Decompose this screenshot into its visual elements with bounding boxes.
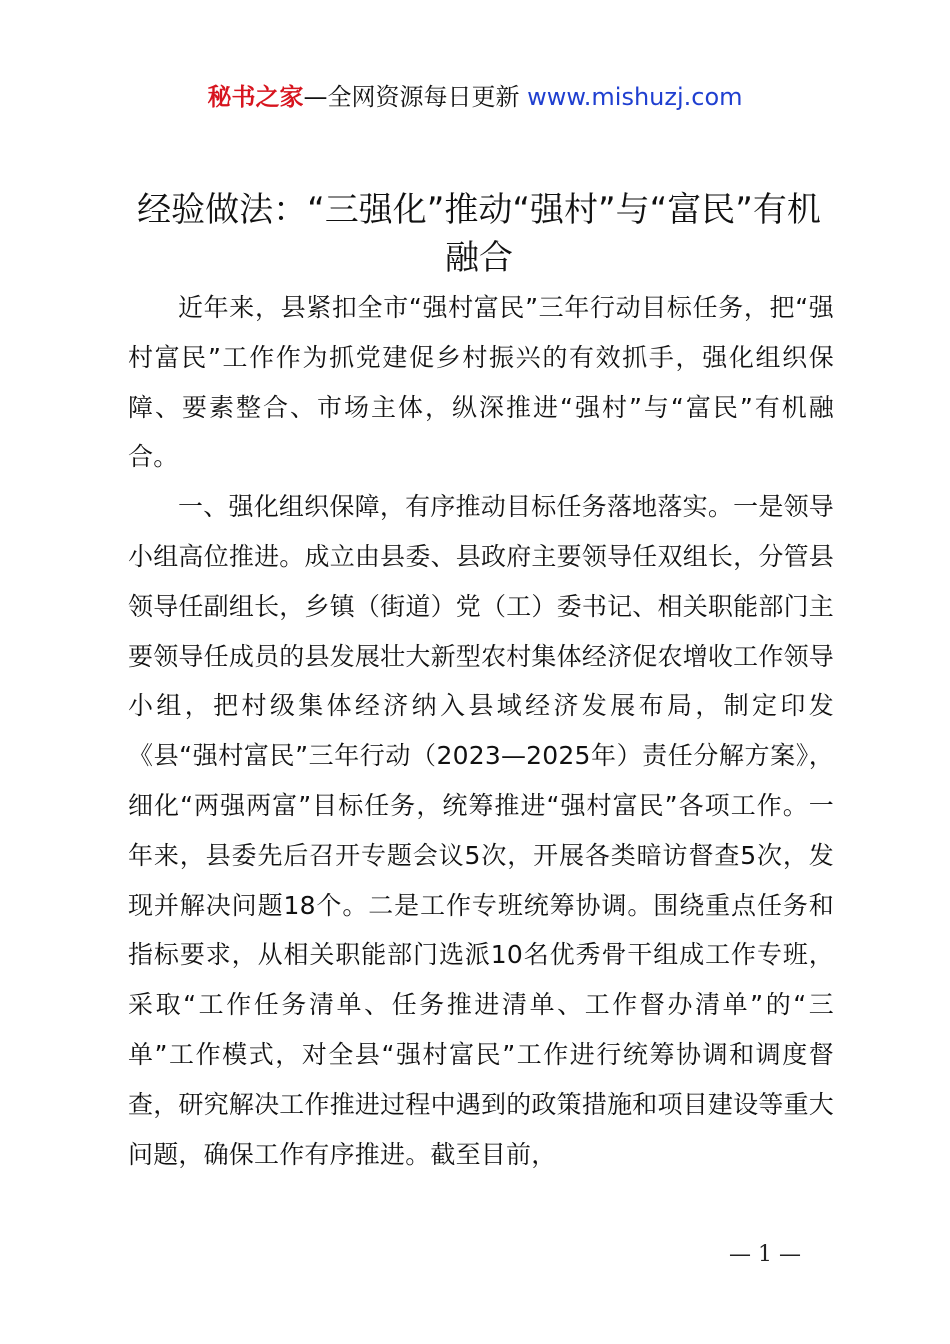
site-url: www.mishuzj.com — [527, 83, 743, 111]
document-title: 经验做法：“三强化”推动“强村”与“富民”有机融合 — [137, 190, 821, 278]
page-number: — 1 — — [729, 1242, 801, 1267]
brand-name: 秘书之家 — [207, 83, 304, 111]
body-paragraph-intro: 近年来，县紧扣全市“强村富民”三年行动目标任务，把“强村富民”工作作为抓党建促乡村振兴的有效抓手，强化组织保障、要素整合、市场主体，纵深推进“强村”与“富民”有机融合。 — [128, 293, 834, 472]
document-body — [128, 283, 834, 1179]
site-watermark-header — [0, 82, 950, 112]
body-paragraph-section-one: 一、强化组织保障，有序推动目标任务落地落实。一是领导小组高位推进。成立由县委、县政府主要领导任双组长，分管县领导任副组长，乡镇（街道）党（工）委书记、相关职能部门主要领导任成员的县发展壮大新型农村集体经济促农增收工作领导小组，把村级集体经济纳入县域经济发展布局，制定印发《县“强村富民”三年行动（2023—2025年）责任分解方案》，细化“两强两富”目标任务，统筹推进“强村富民”各项工作。一年来，县委先后召开专题会议5次，开展各类暗访督查5次，发现并解决问题18个。二是工作专班统筹协调。围绕重点任务和指标要求，从相关职能部门选派10名优秀骨干组成工作专班，采取“工作任务清单、任务推进清单、工作督办清单”的“三单”工作模式，对全县“强村富民”工作进行统筹协调和调度督查，研究解决工作推进过程中遇到的政策措施和项目建设等重大问题，确保工作有序推进。截至目前， — [128, 492, 834, 1169]
brand-tagline: —全网资源每日更新 — [303, 83, 528, 111]
